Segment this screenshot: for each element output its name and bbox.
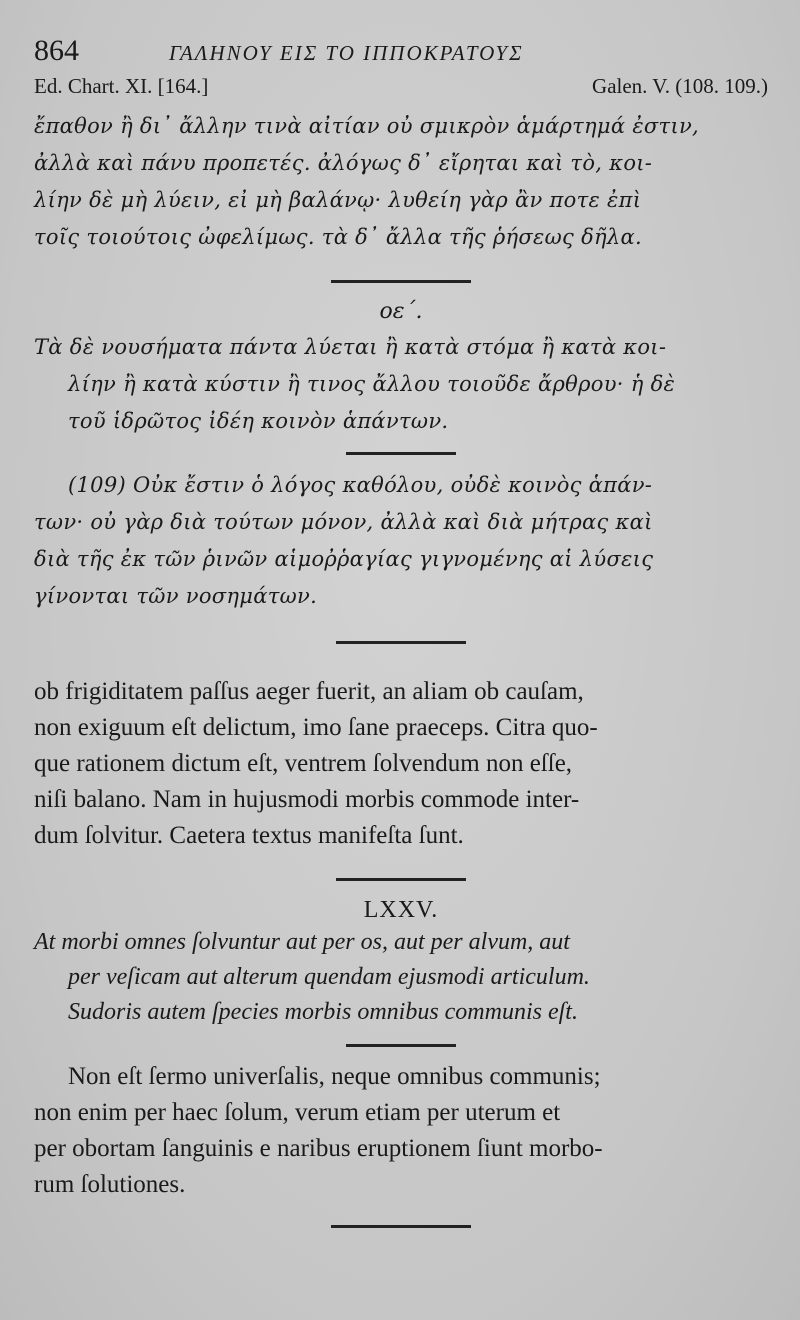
latin-section-number: LXXV. <box>363 897 439 923</box>
text-line: ἀλλὰ καὶ πάνυ προπετές. ἀλόγως δ᾽ εἴρηται καὶ τὸ, κοι- <box>34 151 653 175</box>
running-title: ΓΑΛΗΝΟΥ ΕΙΣ ΤΟ ΙΠΠΟΚΡΑΤΟΥΣ <box>169 41 524 65</box>
text-line: per veſicam aut alterum quendam ejusmodi articulum. <box>68 964 590 990</box>
text-line: dum ſolvitur. Caetera textus manifeſta ſunt. <box>34 822 464 849</box>
page-header <box>34 34 768 74</box>
greek-aphorism-lemma <box>34 329 768 440</box>
greek-commentary <box>34 467 768 615</box>
text-line: rum ſolutiones. <box>34 1171 186 1198</box>
text-line: ἔπαθον ἢ δι᾽ ἄλλην τινὰ αἰτίαν οὐ σμικρὸν ἁμάρτημά ἐστιν, <box>34 114 700 138</box>
latin-commentary <box>34 1059 768 1203</box>
text-line: τοῦ ἱδρῶτος ἰδέη κοινὸν ἁπάντων. <box>68 409 449 433</box>
greek-section-number: οε΄. <box>379 299 423 324</box>
text-line: Non eſt ſermo univerſalis, neque omnibus communis; <box>68 1063 601 1090</box>
text-line: λίην ἢ κατὰ κύστιν ἢ τινος ἄλλου τοιοῦδε ἄρθρου· ἡ δὲ <box>68 372 676 396</box>
text-line: non enim per haec ſolum, verum etiam per uterum et <box>34 1099 561 1126</box>
text-line: per obortam ſanguinis e naribus eruptionem ſiunt morbo- <box>34 1135 603 1162</box>
text-line: que rationem dictum eſt, ventrem ſolvendum non eſſe, <box>34 750 573 777</box>
edition-reference-right: Galen. V. (108. 109.) <box>592 74 768 98</box>
latin-commentary-continued <box>34 674 768 854</box>
text-line: Τὰ δὲ νουσήματα πάντα λύεται ἢ κατὰ στόμα ἢ κατὰ κοι- <box>34 335 667 359</box>
text-line: (109) Οὐκ ἔστιν ὁ λόγος καθόλου, οὐδὲ κοινὸς ἁπάν- <box>68 473 653 497</box>
page-number: 864 <box>34 34 79 67</box>
text-line: At morbi omnes ſolvuntur aut per os, aut per alvum, aut <box>34 929 570 955</box>
text-line: διὰ τῆς ἐκ τῶν ῥινῶν αἱμοῤῥαγίας γιγνομένης αἱ λύσεις <box>34 547 654 571</box>
text-line: γίνονται τῶν νοσημάτων. <box>34 584 318 608</box>
text-line: τοῖς τοιούτοις ὠφελίμως. τὰ δ᾽ ἄλλα τῆς ῥήσεως δῆλα. <box>34 225 642 249</box>
latin-aphorism-lemma <box>34 925 768 1030</box>
text-line: των· οὐ γὰρ διὰ τούτων μόνον, ἀλλὰ καὶ διὰ μήτρας καὶ <box>34 510 653 534</box>
edition-reference-row <box>34 74 768 104</box>
text-line: Sudoris autem ſpecies morbis omnibus communis eſt. <box>68 999 578 1025</box>
text-line: non exiguum eſt delictum, imo ſane praeceps. Citra quo- <box>34 714 598 741</box>
text-line: λίην δὲ μὴ λύειν, εἰ μὴ βαλάνῳ· λυθείη γὰρ ἂν ποτε ἐπὶ <box>34 188 642 212</box>
text-line: niſi balano. Nam in hujusmodi morbis commode inter- <box>34 786 580 813</box>
text-line: ob frigiditatem paſſus aeger fuerit, an aliam ob cauſam, <box>34 678 584 705</box>
greek-commentary-continued <box>34 108 768 256</box>
edition-reference-left: Ed. Chart. XI. [164.] <box>34 74 209 98</box>
section-divider <box>331 1225 471 1228</box>
